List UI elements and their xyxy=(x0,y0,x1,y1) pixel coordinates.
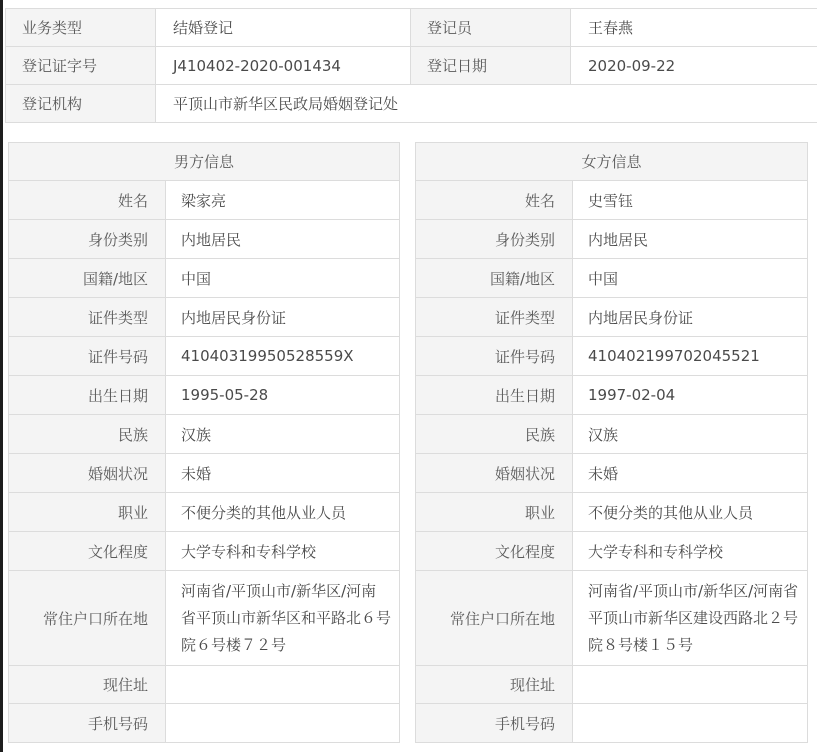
birth-date-value: 1997-02-04 xyxy=(573,376,808,415)
registration-summary-table xyxy=(5,8,817,123)
reg-date-value: 2020-09-22 xyxy=(571,47,817,85)
marital-status-label: 婚姻状况 xyxy=(9,454,166,493)
mobile-number-label: 手机号码 xyxy=(9,704,166,743)
household-address-label: 常住户口所在地 xyxy=(9,571,166,666)
name-label: 姓名 xyxy=(416,181,573,220)
birth-date-label: 出生日期 xyxy=(9,376,166,415)
birth-date-label: 出生日期 xyxy=(416,376,573,415)
ethnicity-label: 民族 xyxy=(9,415,166,454)
marital-status-label: 婚姻状况 xyxy=(416,454,573,493)
current-address-value xyxy=(573,666,808,704)
agency-label: 登记机构 xyxy=(6,85,156,123)
nationality-value: 中国 xyxy=(573,259,808,298)
female-table-title: 女方信息 xyxy=(416,143,808,181)
identity-category-label: 身份类别 xyxy=(416,220,573,259)
reg-date-label: 登记日期 xyxy=(411,47,571,85)
id-number-label: 证件号码 xyxy=(416,337,573,376)
occupation-value: 不便分类的其他从业人员 xyxy=(573,493,808,532)
male-info-table xyxy=(8,142,400,743)
id-number-value: 410402199702045521 xyxy=(573,337,808,376)
current-address-value xyxy=(166,666,400,704)
education-value: 大学专科和专科学校 xyxy=(573,532,808,571)
current-address-label: 现住址 xyxy=(9,666,166,704)
registrar-value: 王春燕 xyxy=(571,9,817,47)
id-type-value: 内地居民身份证 xyxy=(166,298,400,337)
agency-value: 平顶山市新华区民政局婚姻登记处 xyxy=(156,85,817,123)
name-value: 史雪钰 xyxy=(573,181,808,220)
education-label: 文化程度 xyxy=(9,532,166,571)
identity-category-value: 内地居民 xyxy=(573,220,808,259)
nationality-label: 国籍/地区 xyxy=(416,259,573,298)
occupation-value: 不便分类的其他从业人员 xyxy=(166,493,400,532)
marital-status-value: 未婚 xyxy=(573,454,808,493)
household-address-value: 河南省/平顶山市/新华区/河南省平顶山市新华区和平路北６号院６号楼７２号 xyxy=(166,571,400,666)
household-address-value: 河南省/平顶山市/新华区/河南省平顶山市新华区建设西路北２号院８号楼１５号 xyxy=(573,571,808,666)
identity-category-value: 内地居民 xyxy=(166,220,400,259)
window-left-edge xyxy=(0,0,3,752)
id-type-label: 证件类型 xyxy=(416,298,573,337)
occupation-label: 职业 xyxy=(416,493,573,532)
business-type-label: 业务类型 xyxy=(6,9,156,47)
current-address-label: 现住址 xyxy=(416,666,573,704)
id-number-value: 41040319950528559X xyxy=(166,337,400,376)
mobile-number-value xyxy=(573,704,808,743)
name-value: 梁家亮 xyxy=(166,181,400,220)
ethnicity-value: 汉族 xyxy=(166,415,400,454)
education-label: 文化程度 xyxy=(416,532,573,571)
birth-date-value: 1995-05-28 xyxy=(166,376,400,415)
education-value: 大学专科和专科学校 xyxy=(166,532,400,571)
name-label: 姓名 xyxy=(9,181,166,220)
household-address-label: 常住户口所在地 xyxy=(416,571,573,666)
mobile-number-value xyxy=(166,704,400,743)
occupation-label: 职业 xyxy=(9,493,166,532)
nationality-label: 国籍/地区 xyxy=(9,259,166,298)
female-info-table xyxy=(415,142,808,743)
identity-category-label: 身份类别 xyxy=(9,220,166,259)
nationality-value: 中国 xyxy=(166,259,400,298)
ethnicity-label: 民族 xyxy=(416,415,573,454)
id-type-value: 内地居民身份证 xyxy=(573,298,808,337)
business-type-value: 结婚登记 xyxy=(156,9,411,47)
mobile-number-label: 手机号码 xyxy=(416,704,573,743)
cert-number-label: 登记证字号 xyxy=(6,47,156,85)
id-type-label: 证件类型 xyxy=(9,298,166,337)
id-number-label: 证件号码 xyxy=(9,337,166,376)
cert-number-value: J410402-2020-001434 xyxy=(156,47,411,85)
ethnicity-value: 汉族 xyxy=(573,415,808,454)
marital-status-value: 未婚 xyxy=(166,454,400,493)
male-table-title: 男方信息 xyxy=(9,143,400,181)
registrar-label: 登记员 xyxy=(411,9,571,47)
